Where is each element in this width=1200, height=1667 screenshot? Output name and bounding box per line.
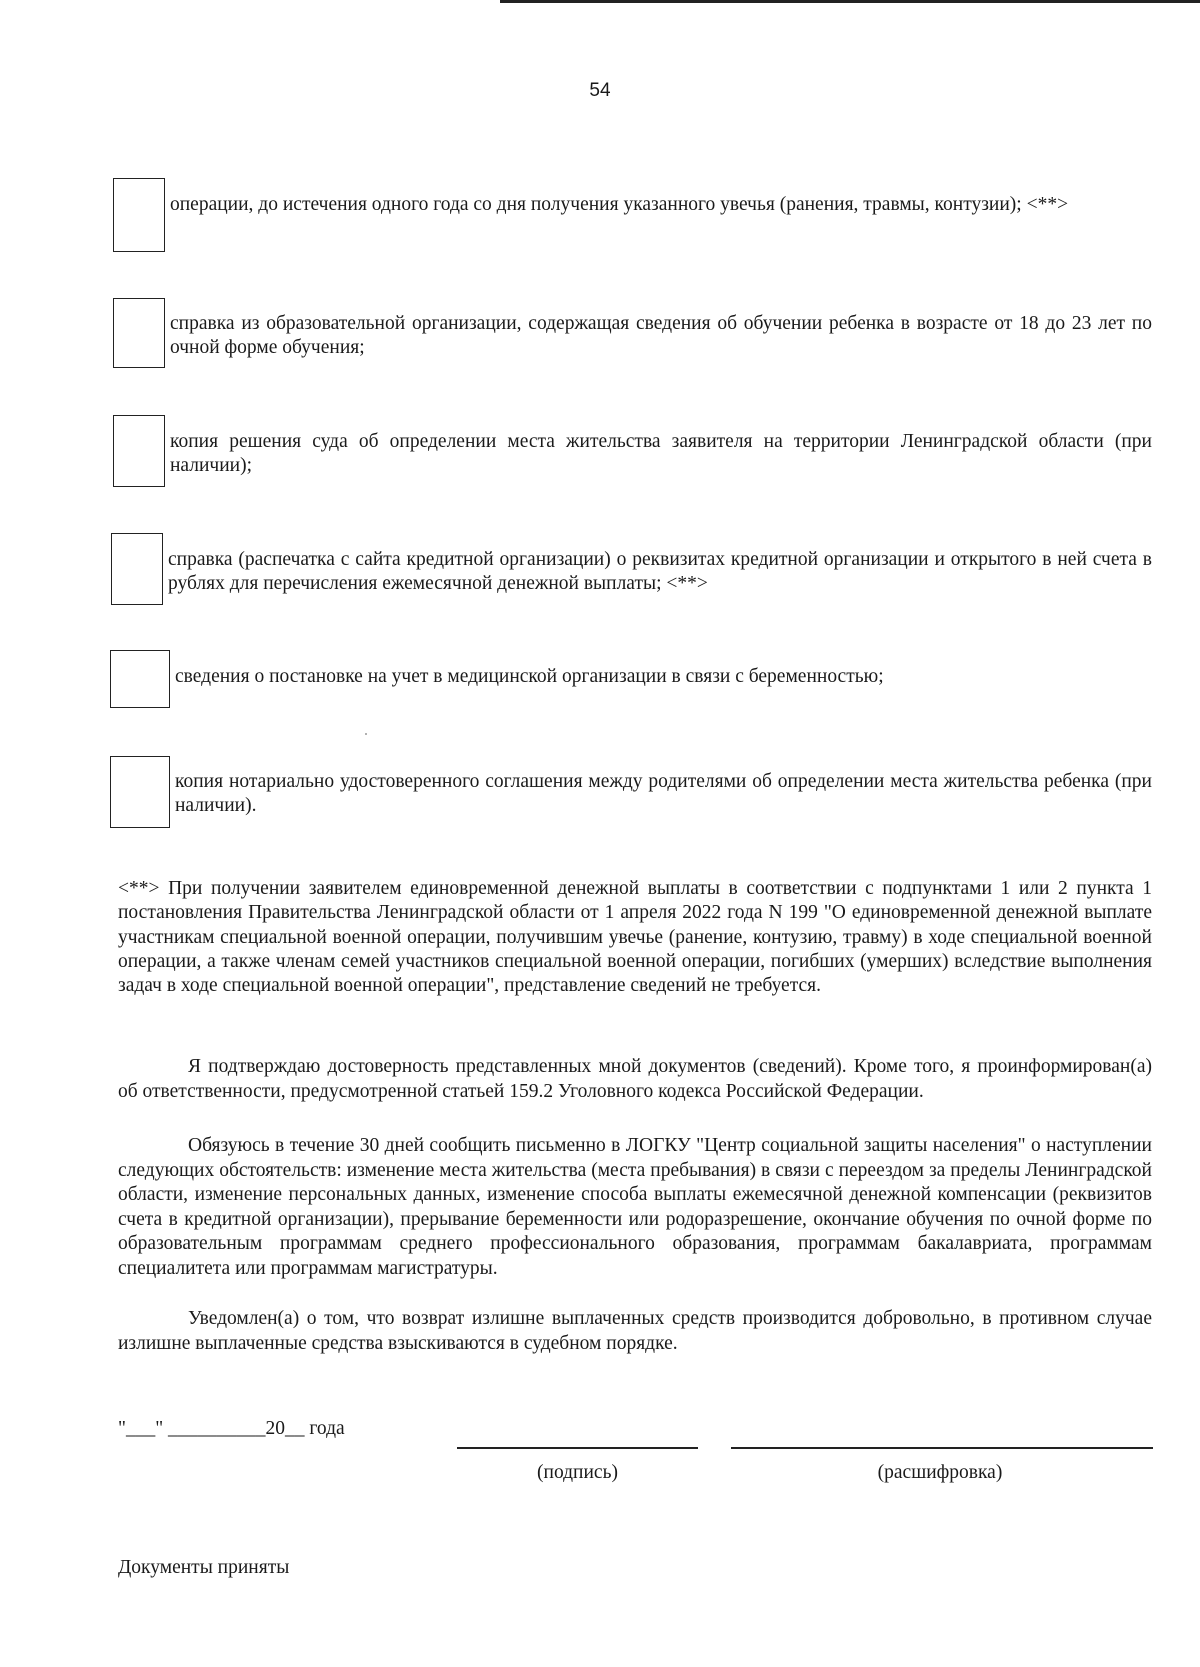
- page-number: 54: [589, 80, 611, 101]
- obligation-paragraph: Обязуюсь в течение 30 дней сообщить письменно в ЛОГКУ "Центр социальной защиты населения" о наступлении следующих обстоятельств: изменение места жительства (места пребывания) в связи с переездом за пределы Ленинградской области, изменение персональных данных, изменение способа выплаты ежемесячной денежной компенсации (реквизитов счета в кредитной организации), прерывание беременности или родоразрешение, окончание обучения по очной форме по образовательным программам среднего профессионального образования, программам бакалавриата, программам специалитета или программам магистратуры.: [118, 1135, 1152, 1279]
- scan-edge-line: [500, 0, 1200, 3]
- checkbox[interactable]: [113, 415, 165, 487]
- checkbox[interactable]: [111, 533, 163, 605]
- checklist-item-text: копия нотариально удостоверенного соглашения между родителями об определении места жительства ребенка (при наличии).: [175, 771, 1152, 816]
- notice-paragraph: Уведомлен(а) о том, что возврат излишне выплаченных средств производится добровольно, в противном случае излишне выплаченные средства взыскиваются в судебном порядке.: [118, 1308, 1152, 1354]
- date-field[interactable]: "___" __________20__ года: [118, 1418, 345, 1439]
- declaration-paragraph: Я подтверждаю достоверность представленных мной документов (сведений). Кроме того, я проинформирован(а) об ответственности, предусмотренной статьей 159.2 Уголовного кодекса Российской Федерации.: [118, 1056, 1152, 1102]
- documents-accepted-label: Документы приняты: [118, 1557, 290, 1578]
- checkbox[interactable]: [110, 756, 170, 828]
- signature-line[interactable]: [457, 1447, 698, 1449]
- checklist-item-text: справка из образовательной организации, содержащая сведения об обучении ребенка в возрасте от 18 до 23 лет по очной форме обучения;: [170, 313, 1152, 358]
- checklist-item-text: копия решения суда об определении места жительства заявителя на территории Ленинградской области (при наличии);: [170, 431, 1152, 476]
- decoding-line[interactable]: [731, 1447, 1153, 1449]
- decoding-caption: (расшифровка): [877, 1462, 1003, 1483]
- checkbox[interactable]: [113, 178, 165, 252]
- signature-caption: (подпись): [537, 1462, 618, 1483]
- footnote: <**> При получении заявителем единовременной денежной выплаты в соответствии с подпунктами 1 или 2 пункта 1 постановления Правительства Ленинградской области от 1 апреля 2022 года N 199 "О единовременной денежной выплате участникам специальной военной операции, получившим увечье (ранение, контузию, травму) в ходе специальной военной операции, а также членам семей участников специальной военной операции, погибших (умерших) вследствие выполнения задач в ходе специальной военной операции", представление сведений не требуется.: [118, 878, 1152, 997]
- checkbox[interactable]: [110, 650, 170, 708]
- checklist-item-text: справка (распечатка с сайта кредитной организации) о реквизитах кредитной организации и открытого в ней счета в рублях для перечисления ежемесячной денежной выплаты; <**>: [168, 549, 1152, 594]
- checklist-item-text: сведения о постановке на учет в медицинской организации в связи с беременностью;: [175, 666, 884, 687]
- checkbox[interactable]: [113, 298, 165, 368]
- checklist-item-text: операции, до истечения одного года со дня получения указанного увечья (ранения, травмы, контузии); <**>: [170, 194, 1069, 215]
- scan-speck: [365, 733, 367, 735]
